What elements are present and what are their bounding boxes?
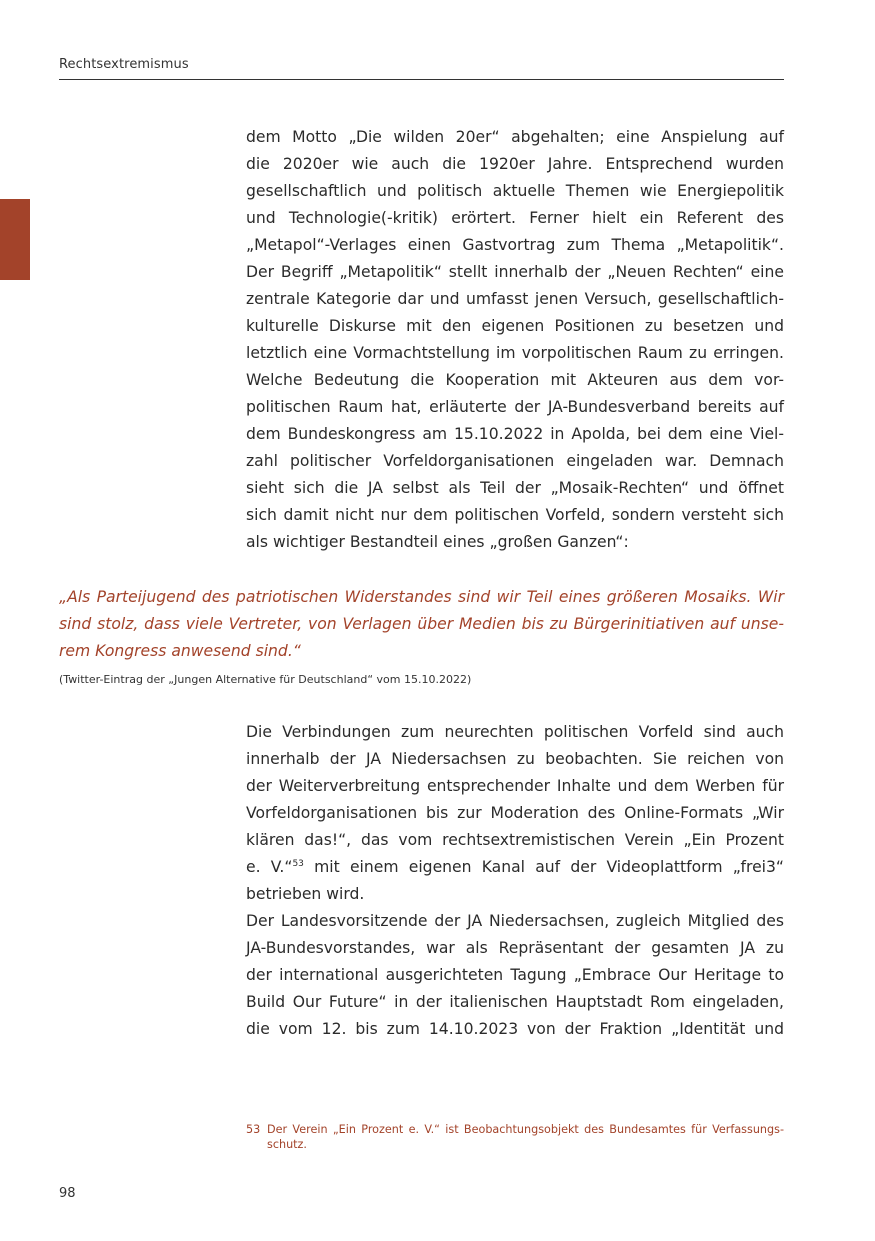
body-line: JA-Bundesvorstandes, war als Repräsentant der gesamten JA zu: [246, 939, 784, 957]
running-head: Rechtsextremismus: [59, 57, 189, 72]
body-line: gesellschaftlich und politisch aktuelle Themen wie Energiepolitik: [246, 182, 784, 200]
body-line: die 2020er wie auch die 1920er Jahre. Entsprechend wurden: [246, 155, 784, 173]
body-line: Der Begriff „Metapolitik“ stellt innerhalb der „Neuen Rechten“ eine: [246, 263, 784, 281]
body-line: zentrale Kategorie dar und umfasst jenen Versuch, gesellschaftlich-: [246, 290, 784, 308]
quote-line: „Als Parteijugend des patriotischen Widerstandes sind wir Teil eines größeren Mosaiks. Wir: [59, 588, 784, 606]
body-line: innerhalb der JA Niedersachsen zu beobachten. Sie reichen von: [246, 750, 784, 768]
body-line: Der Landesvorsitzende der JA Niedersachsen, zugleich Mitglied des: [246, 912, 784, 930]
body-line-text: e. V.“: [246, 858, 293, 876]
body-line: sich damit nicht nur dem politischen Vorfeld, sondern versteht sich: [246, 506, 784, 524]
footnote-reference[interactable]: 53: [292, 859, 304, 869]
body-line: die vom 12. bis zum 14.10.2023 von der Fraktion „Identität und: [246, 1020, 784, 1038]
body-line: Welche Bedeutung die Kooperation mit Akteuren aus dem vor-: [246, 371, 784, 389]
body-line-text: mit einem eigenen Kanal auf der Videoplattform „frei3“: [303, 858, 785, 876]
quote-line: rem Kongress anwesend sind.“: [59, 642, 301, 660]
chapter-tab-marker: [0, 199, 30, 280]
body-line: betrieben wird.: [246, 885, 365, 903]
footnote-text: Der Verein „Ein Prozent e. V.“ ist Beobachtungsobjekt des Bundesamtes für Verfassungs-schutz.: [267, 1123, 784, 1151]
body-line: klären das!“, das vom rechtsextremistischen Verein „Ein Prozent: [246, 831, 784, 849]
body-line: und Technologie(-kritik) erörtert. Ferner hielt ein Referent des: [246, 209, 784, 227]
page-number: 98: [59, 1186, 76, 1201]
body-line: Die Verbindungen zum neurechten politischen Vorfeld sind auch: [246, 723, 784, 741]
body-line: Vorfeldorganisationen bis zur Moderation des Online-Formats „Wir: [246, 804, 784, 822]
body-text-block-1: [246, 124, 784, 556]
body-line: Build Our Future“ in der italienischen Hauptstadt Rom eingeladen,: [246, 993, 784, 1011]
body-line: [246, 854, 784, 881]
body-line: der Weiterverbreitung entsprechender Inhalte und dem Werben für: [246, 777, 784, 795]
block-quote: [59, 584, 784, 665]
quote-line: sind stolz, dass viele Vertreter, von Verlagen über Medien bis zu Bürgerinitiativen auf unse-: [59, 615, 784, 633]
body-line: dem Motto „Die wilden 20er“ abgehalten; eine Anspielung auf: [246, 128, 784, 146]
quote-source: (Twitter-Eintrag der „Jungen Alternative für Deutschland“ vom 15.10.2022): [59, 673, 472, 686]
body-line: politischen Raum hat, erläuterte der JA-Bundesverband bereits auf: [246, 398, 784, 416]
body-line: kulturelle Diskurse mit den eigenen Positionen zu besetzen und: [246, 317, 784, 335]
body-line: zahl politischer Vorfeldorganisationen eingeladen war. Demnach: [246, 452, 784, 470]
footnote-number: 53: [246, 1123, 261, 1136]
body-text-block-2: [246, 719, 784, 1043]
body-line: letztlich eine Vormachtstellung im vorpolitischen Raum zu erringen.: [246, 344, 784, 362]
footnote: [246, 1122, 784, 1152]
body-line: „Metapol“-Verlages einen Gastvortrag zum Thema „Metapolitik“.: [246, 236, 784, 254]
header-rule: [59, 79, 784, 80]
body-line: sieht sich die JA selbst als Teil der „Mosaik-Rechten“ und öffnet: [246, 479, 784, 497]
body-line: als wichtiger Bestandteil eines „großen Ganzen“:: [246, 533, 629, 551]
body-line: der international ausgerichteten Tagung „Embrace Our Heritage to: [246, 966, 784, 984]
body-line: dem Bundeskongress am 15.10.2022 in Apolda, bei dem eine Viel-: [246, 425, 784, 443]
